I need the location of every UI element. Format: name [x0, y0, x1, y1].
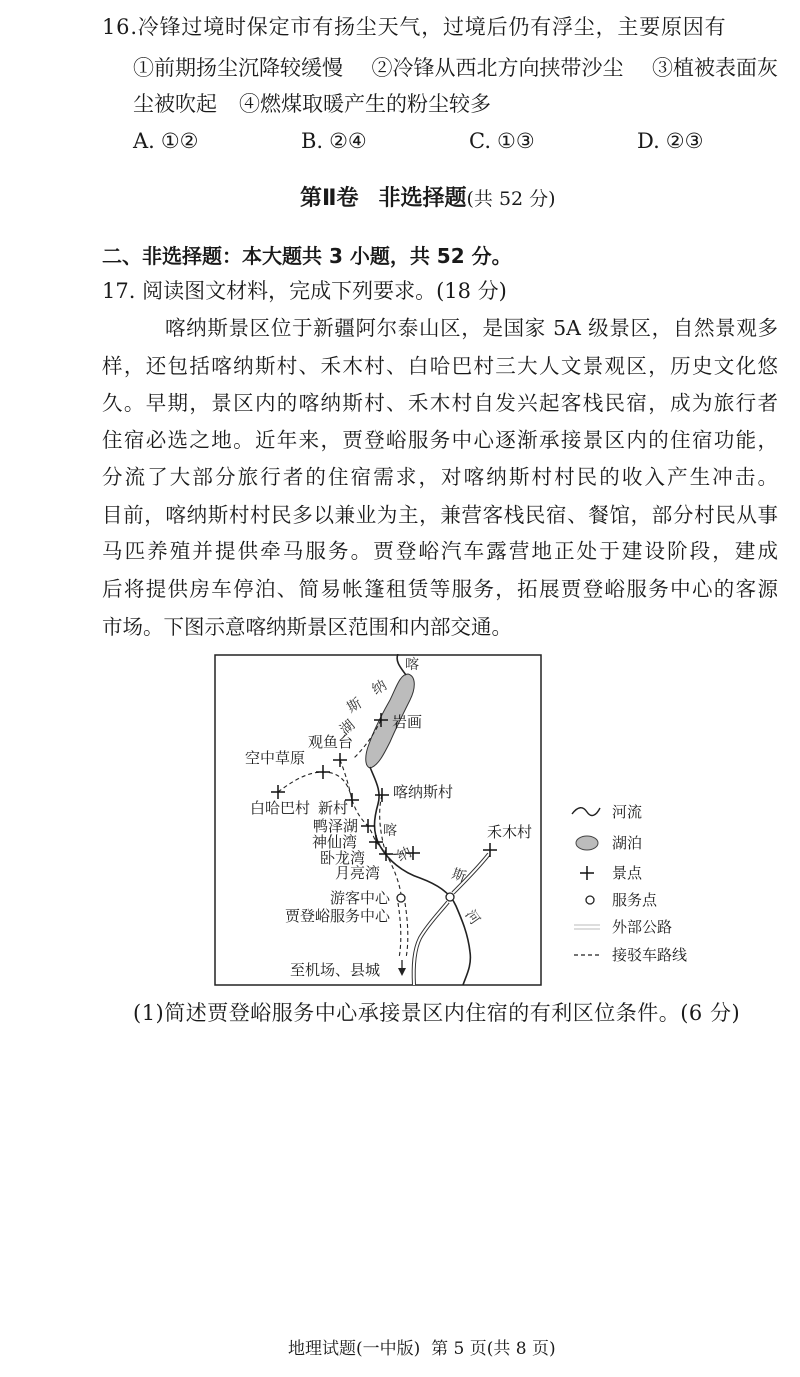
- shuttle-route-to-airport: [405, 903, 408, 958]
- question-17-header: 17. 阅读图文材料，完成下列要求。(18 分): [102, 279, 507, 303]
- label-xin-village: 新村: [318, 799, 349, 817]
- river-label-char: 河: [461, 907, 483, 928]
- lake-fill-icon: [570, 833, 602, 853]
- shuttle-route: [340, 760, 352, 800]
- legend-item-lake: [570, 833, 720, 853]
- external-road-to-county: [414, 902, 448, 985]
- question-16-stem: 16.冷锋过境时保定市有扬尘天气，过境后仍有浮尘，主要原因有: [102, 15, 727, 39]
- label-kanas-village: 喀纳斯村: [393, 783, 454, 801]
- option-b: [301, 128, 469, 154]
- option-letter: D.: [637, 129, 660, 153]
- material-line: 喀纳斯景区位于新疆阿尔泰山区，是国家 5A 级景区，自然景观多: [165, 316, 778, 340]
- section-heading: [300, 186, 556, 212]
- section-volume: 第Ⅱ卷: [300, 186, 359, 211]
- map-frame: [215, 655, 541, 985]
- material-line: 分流了大部分旅行者的住宿需求，对喀纳斯村村民的收入产生冲击。: [102, 465, 778, 489]
- label-guanyutai: 观鱼台: [308, 733, 354, 751]
- material-line: 目前，喀纳斯村村民多以兼业为主，兼营客栈民宿、餐馆，部分村民从事: [102, 503, 778, 527]
- arrow-head: [398, 968, 406, 976]
- label-visitor-center: 游客中心: [330, 889, 391, 907]
- label-jiadengyu-center: 贾登峪服务中心: [285, 907, 391, 925]
- lake-label-char: 斯: [344, 695, 365, 717]
- label-wolong-bay: 卧龙湾: [320, 849, 366, 867]
- option-letter: C.: [469, 129, 491, 153]
- material-line: 马匹养殖并提供牵马服务。贾登峪汽车露营地正处于建设阶段，建成: [102, 539, 778, 563]
- statement-4: ④燃煤取暖产生的粉尘较多: [239, 92, 491, 116]
- scenic-spot-cross-icon: [375, 788, 389, 802]
- lake-label-char: 湖: [337, 717, 359, 739]
- service-point-circle-icon: [570, 890, 602, 910]
- label-yanhua: 岩画: [392, 713, 423, 731]
- legend-label: 景点: [612, 864, 643, 882]
- statement-3-part-2: 尘被吹起: [133, 92, 217, 116]
- shuttle-route-dashed-line-icon: [570, 945, 602, 965]
- label-kongzhong-caoyuan: 空中草原: [245, 749, 306, 767]
- material-line: 久。早期，景区内的喀纳斯村、禾木村自发兴起客栈民宿，成为旅行者: [102, 391, 778, 415]
- scenic-spot-cross-icon: [316, 765, 330, 779]
- service-point-jiadengyu: [446, 893, 454, 901]
- shuttle-route-to-airport: [398, 903, 401, 958]
- material-line: 后将提供房车停泊、简易帐篷租赁等服务，拓展贾登峪服务中心的客源: [102, 577, 778, 601]
- river-label-char: 斯: [449, 866, 468, 886]
- page-footer: 地理试题(一中版) 第 5 页(共 8 页): [288, 1339, 556, 1359]
- kanas-scenic-area-map: [214, 654, 544, 988]
- scenic-spot-cross-icon: [333, 753, 347, 767]
- lake-label-char: 喀: [405, 657, 419, 673]
- option-d: [637, 128, 800, 154]
- label-hemu-village: 禾木村: [487, 823, 533, 841]
- option-choice: ①②: [160, 129, 199, 153]
- external-road-double-line-icon: [570, 917, 602, 937]
- section-score: (共 52 分): [466, 188, 556, 210]
- legend-label: 外部公路: [612, 918, 673, 936]
- option-letter: B.: [301, 129, 324, 153]
- question-16-options: [133, 128, 800, 154]
- part-instruction: 二、非选择题：本大题共 3 小题，共 52 分。: [102, 244, 512, 268]
- shuttle-route: [278, 772, 352, 800]
- river-label-char: 喀: [383, 823, 397, 839]
- option-letter: A.: [133, 129, 155, 153]
- statement-2: ②冷锋从西北方向挟带沙尘: [371, 56, 624, 80]
- section-type: 非选择题: [378, 186, 467, 211]
- label-yueliang-bay: 月亮湾: [335, 864, 381, 882]
- direction-arrow-icon: [398, 960, 406, 976]
- statement-1: ①前期扬尘沉降较缓慢: [133, 56, 343, 80]
- road-casing: [414, 902, 448, 985]
- option-choice: ①③: [497, 129, 535, 153]
- service-point-visitor-center: [397, 894, 405, 902]
- label-yaze-lake: 鸭泽湖: [313, 817, 359, 835]
- material-line: 市场。下图示意喀纳斯景区范围和内部交通。: [102, 615, 512, 639]
- map-legend: [570, 800, 720, 970]
- river-label-char: 纳: [394, 844, 415, 866]
- material-line: 样，还包括喀纳斯村、禾木村、白哈巴村三大人文景观区，历史文化悠: [102, 354, 778, 378]
- lake-label-char: 纳: [369, 677, 390, 699]
- material-line: 住宿必选之地。近年来，贾登峪服务中心逐渐承接景区内的住宿功能，: [102, 428, 778, 452]
- legend-item-service-point: [570, 890, 720, 910]
- scenic-spot-cross-icon: [570, 863, 602, 883]
- statement-3-part-1: ③植被表面灰: [652, 56, 778, 80]
- river-line-icon: [570, 802, 602, 822]
- legend-label: 服务点: [612, 891, 658, 909]
- option-c: [469, 128, 637, 154]
- legend-label: 河流: [612, 803, 643, 821]
- option-a: [133, 128, 301, 154]
- legend-item-shuttle-route: [570, 945, 720, 965]
- legend-item-scenic-spot: [570, 863, 720, 883]
- legend-label: 湖泊: [612, 834, 643, 852]
- option-choice: ②③: [665, 129, 704, 153]
- question-16-statements-row-2: [133, 91, 491, 117]
- scenic-spot-cross-icon: [271, 785, 285, 799]
- label-baihaba-village: 白哈巴村: [250, 799, 311, 817]
- question-16-statements-row-1: [133, 55, 778, 81]
- legend-item-external-road: [570, 917, 720, 937]
- question-17-sub-question-1: (1)简述贾登峪服务中心承接景区内住宿的有利区位条件。(6 分): [133, 1001, 741, 1025]
- scenic-spot-cross-icon: [483, 843, 497, 857]
- label-to-airport: 至机场、县城: [290, 961, 381, 979]
- legend-item-river: [570, 802, 720, 822]
- legend-label: 接驳车路线: [612, 946, 688, 964]
- label-shenxian-bay: 神仙湾: [312, 833, 358, 851]
- option-choice: ②④: [329, 129, 367, 153]
